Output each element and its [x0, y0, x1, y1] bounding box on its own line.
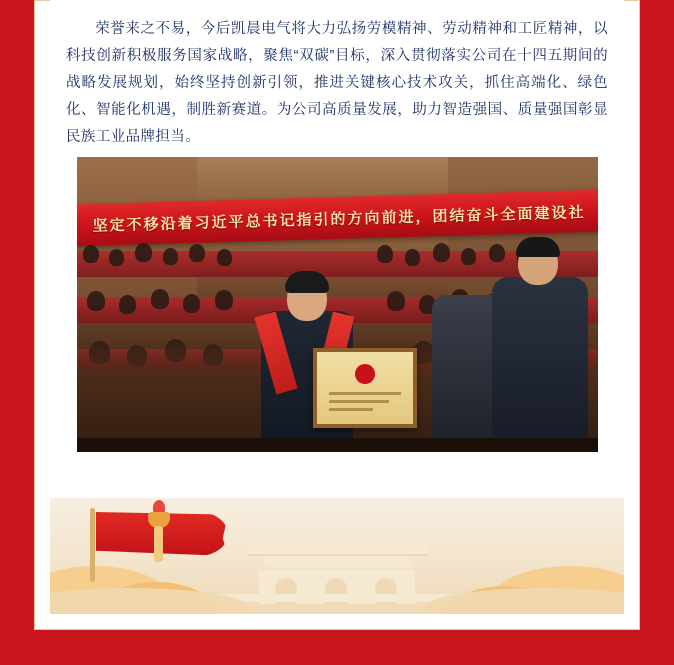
article-paragraph: [66, 16, 608, 151]
decorative-footer-illustration: [50, 498, 624, 614]
paragraph-text: 荣誉来之不易，今后凯晨电气将大力弘扬劳模精神、劳动精神和工匠精神，以科技创新积极服务国家战略，聚焦“双碳”目标，深入贯彻落实公司在十四五期间的战略发展规划，始终坚持创新引领，推进关键核心技术攻关，抓住高端化、绿色化、智能化机遇，制胜新赛道。为公司高质量发展，助力智造强国、质量强国彰显民族工业品牌担当。: [66, 21, 608, 145]
photo-attendee-right-1: [492, 277, 588, 452]
torch-icon: [146, 506, 172, 562]
award-ceremony-photo: [77, 157, 598, 452]
photo-award-plaque: [313, 348, 417, 428]
photo-bottom-edge: [77, 438, 598, 452]
photo-banner-text: 坚定不移沿着习近平总书记指引的方向前进，团结奋斗全面建设社: [92, 203, 586, 235]
